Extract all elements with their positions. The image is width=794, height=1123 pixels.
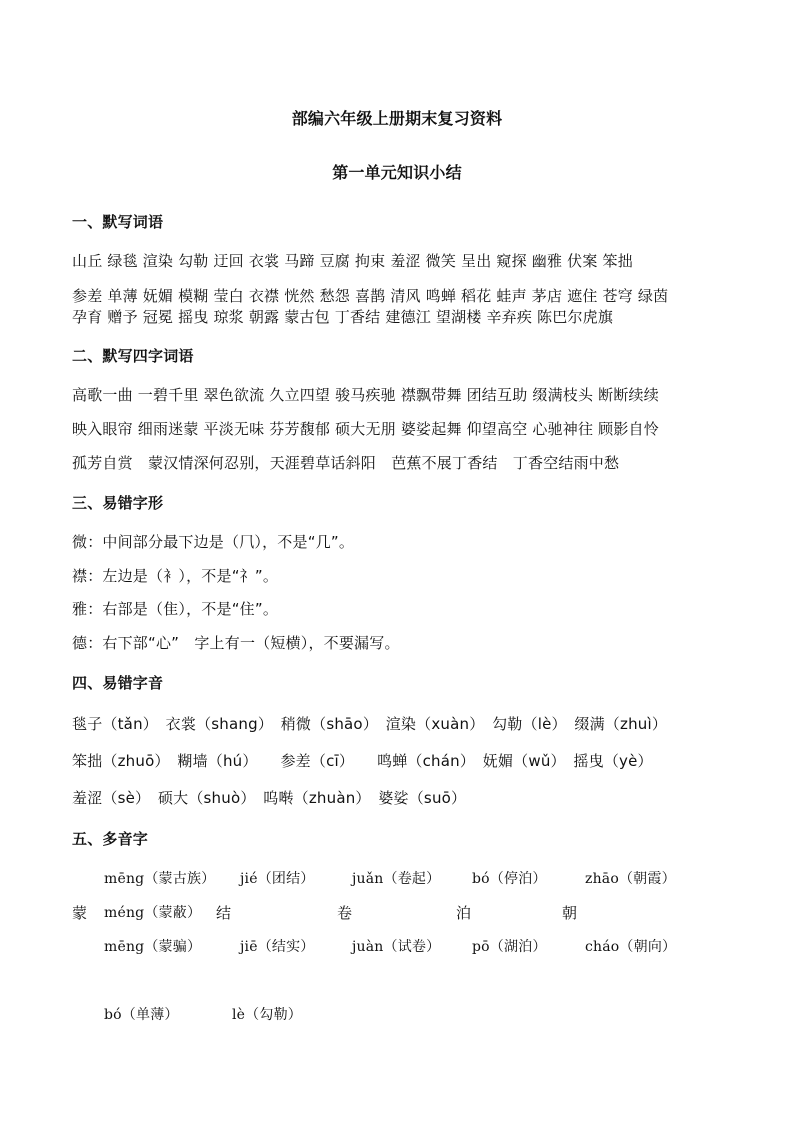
polyphone-reading: cháo（朝向） [585, 939, 677, 955]
polyphone-char: 结 [216, 904, 232, 922]
text-line: 德：右下部“心” 字上有一（短横），不要漏写。 [72, 634, 400, 652]
text-line: 雅：右部是（隹），不是“住”。 [72, 600, 279, 618]
text-line: 微：中间部分最下边是（⺇），不是“几”。 [72, 533, 355, 551]
document-title: 部编六年级上册期末复习资料 [291, 109, 503, 128]
text-line: 映入眼帘 细雨迷蒙 平淡无味 芬芳馥郁 硕大无朋 婆娑起舞 仰望高空 心驰神往 顾影自怜 [72, 420, 659, 438]
text-line: 笨拙（zhuō） 糊墙（hú） 参差（cī） 鸣蝉（chán） 妩媚（wǔ） 摇曳（yè） [72, 752, 653, 770]
polyphone-char: 朝 [562, 904, 578, 922]
section-heading: 一、默写词语 [72, 213, 164, 231]
polyphone-reading: zhāo（朝霞） [585, 871, 676, 887]
polyphone-reading: jié（团结） [240, 871, 315, 887]
polyphone-reading: mēng（蒙古族） [104, 871, 216, 887]
text-line: 襟：左边是（衤），不是“礻”。 [72, 567, 279, 585]
section-heading: 二、默写四字词语 [72, 347, 194, 365]
polyphone-reading: méng（蒙蔽） [104, 905, 202, 921]
text-line: 羞涩（sè） 硕大（shuò） 呜啭（zhuàn） 婆娑（suō） [72, 789, 467, 807]
polyphone-reading: jiē（结实） [240, 939, 315, 955]
document-subtitle: 第一单元知识小结 [332, 163, 462, 182]
text-line: 孤芳自赏 蒙汉情深何忍别，天涯碧草话斜阳 芭蕉不展丁香结 丁香空结雨中愁 [72, 454, 620, 472]
text-line: 孕育 赠予 冠冕 摇曳 琼浆 朝露 蒙古包 丁香结 建德江 望湖楼 辛弃疾 陈巴尔虎旗 [72, 308, 614, 326]
section-heading: 三、易错字形 [72, 494, 164, 512]
text-line: 高歌一曲 一碧千里 翠色欲流 久立四望 骏马疾驰 襟飘带舞 团结互助 缀满枝头 断断续续 [72, 386, 659, 404]
section-heading: 五、多音字 [72, 830, 149, 848]
section-heading: 四、易错字音 [72, 674, 164, 692]
polyphone-reading: bó（单薄） [104, 1007, 179, 1023]
polyphone-reading: bó（停泊） [472, 871, 547, 887]
polyphone-char: 泊 [456, 904, 472, 922]
polyphone-reading: juàn（试卷） [352, 939, 441, 955]
polyphone-char: 蒙 [72, 904, 88, 922]
text-line: 毯子（tǎn） 衣裳（shang） 稍微（shāo） 渲染（xuàn） 勾勒（lè） 缀满（zhuì） [72, 715, 668, 733]
polyphone-reading: lè（勾勒） [232, 1007, 302, 1023]
polyphone-reading: juǎn（卷起） [352, 871, 441, 887]
polyphone-reading: pō（湖泊） [472, 939, 547, 955]
text-line: 山丘 绿毯 渲染 勾勒 迂回 衣裳 马蹄 豆腐 拘束 羞涩 微笑 呈出 窥探 幽雅 伏案 笨拙 [72, 252, 633, 270]
polyphone-char: 卷 [337, 904, 353, 922]
text-line: 参差 单薄 妩媚 模糊 莹白 衣襟 恍然 愁怨 喜鹊 清风 鸣蝉 稻花 蛙声 茅店 遮住 苍穹 绿茵 [72, 287, 669, 305]
polyphone-reading: mēng（蒙骗） [104, 939, 202, 955]
